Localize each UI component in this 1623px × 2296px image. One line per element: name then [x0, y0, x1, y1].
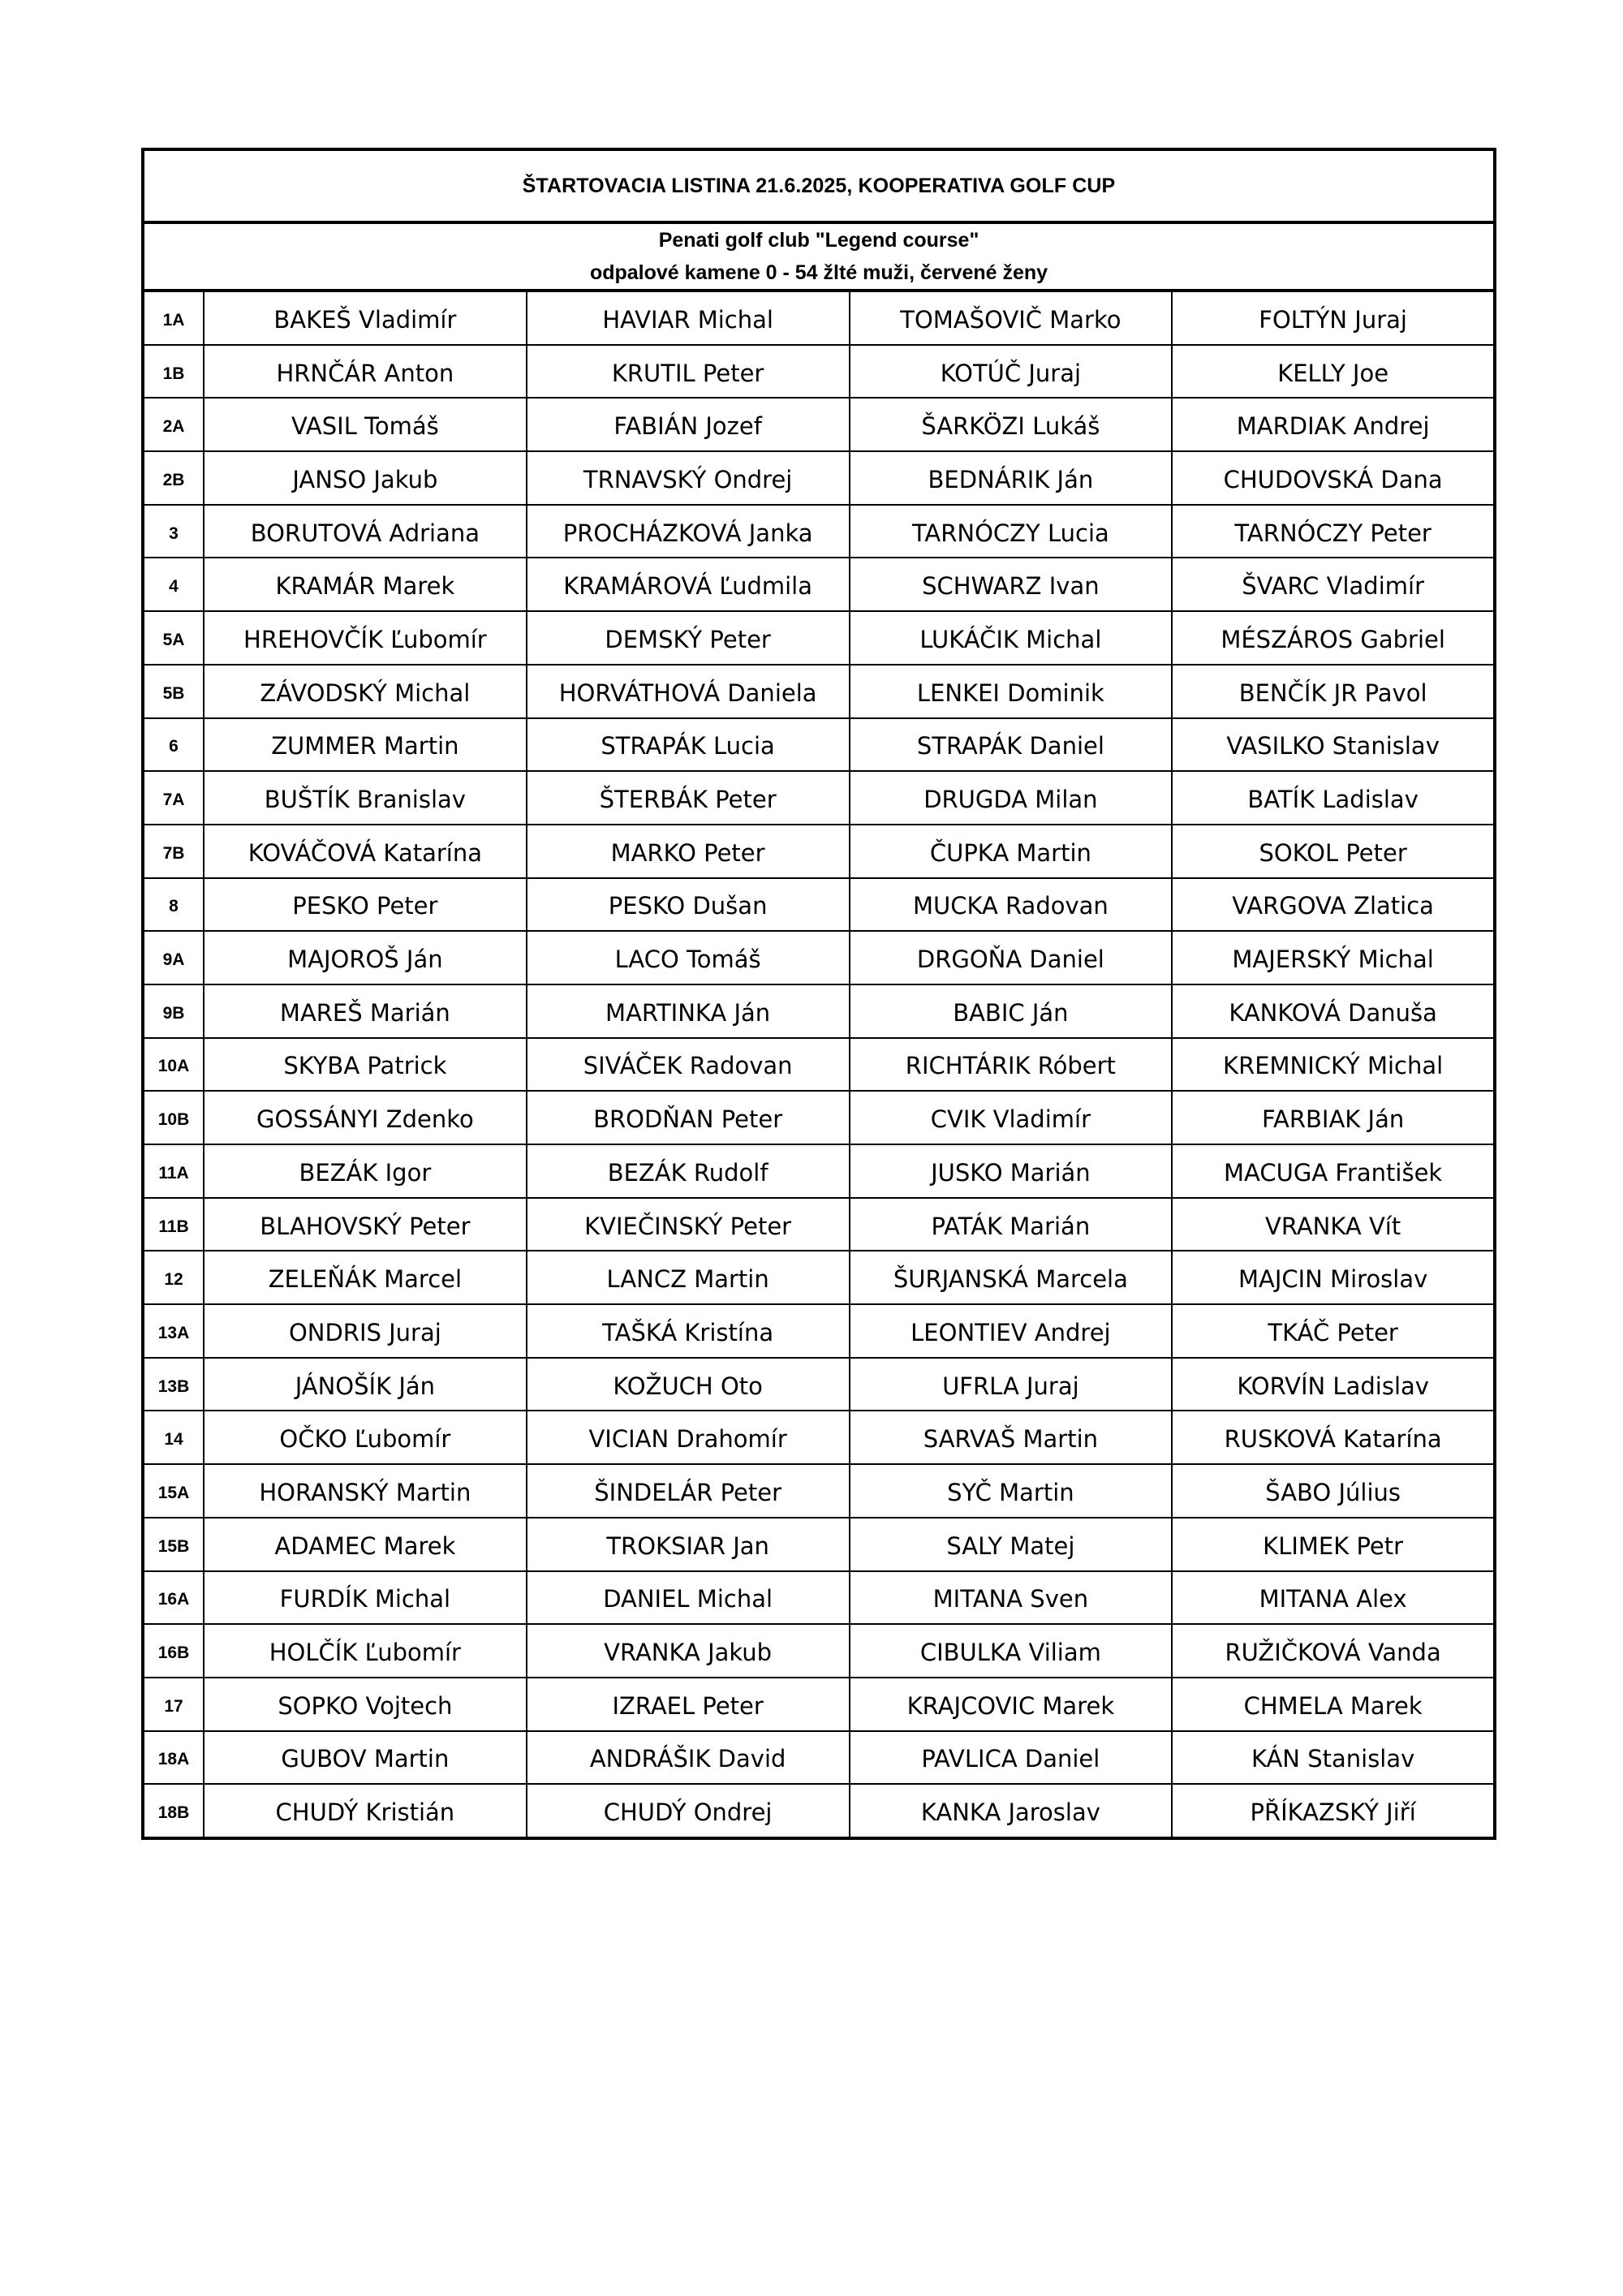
- player-name: PROCHÁZKOVÁ Janka: [527, 505, 850, 558]
- player-name: MUCKA Radovan: [850, 878, 1173, 932]
- course-info: [143, 222, 1495, 291]
- player-name: SOPKO Vojtech: [204, 1678, 527, 1731]
- flight-row: [143, 984, 1495, 1038]
- player-name: LACO Tomáš: [527, 931, 850, 984]
- flight-row: [143, 1518, 1495, 1571]
- player-name: JANSO Jakub: [204, 451, 527, 505]
- flight-row: [143, 1144, 1495, 1198]
- player-name: TOMAŠOVIČ Marko: [850, 291, 1173, 345]
- flight-row: [143, 451, 1495, 505]
- player-name: VASILKO Stanislav: [1172, 718, 1495, 772]
- player-name: KÁN Stanislav: [1172, 1731, 1495, 1785]
- player-name: FARBIAK Ján: [1172, 1091, 1495, 1144]
- player-name: TAŠKÁ Kristína: [527, 1304, 850, 1358]
- player-name: TARNÓCZY Lucia: [850, 505, 1173, 558]
- tee-label: 5A: [143, 611, 204, 665]
- player-name: KRAJCOVIC Marek: [850, 1678, 1173, 1731]
- player-name: RUSKOVÁ Katarína: [1172, 1411, 1495, 1464]
- player-name: BRODŇAN Peter: [527, 1091, 850, 1144]
- tee-label: 11B: [143, 1198, 204, 1251]
- player-name: PATÁK Marián: [850, 1198, 1173, 1251]
- player-name: MÉSZÁROS Gabriel: [1172, 611, 1495, 665]
- flight-row: [143, 1678, 1495, 1731]
- player-name: VARGOVA Zlatica: [1172, 878, 1495, 932]
- flight-row: [143, 1198, 1495, 1251]
- player-name: LUKÁČIK Michal: [850, 611, 1173, 665]
- flight-row: [143, 825, 1495, 878]
- player-name: TARNÓCZY Peter: [1172, 505, 1495, 558]
- player-name: DANIEL Michal: [527, 1571, 850, 1625]
- player-name: BENČÍK JR Pavol: [1172, 665, 1495, 718]
- player-name: ONDRIS Juraj: [204, 1304, 527, 1358]
- flight-row: [143, 505, 1495, 558]
- tee-label: 18A: [143, 1731, 204, 1785]
- tee-label: 1B: [143, 345, 204, 398]
- flight-row: [143, 718, 1495, 772]
- flight-row: [143, 398, 1495, 451]
- tee-label: 15B: [143, 1518, 204, 1571]
- player-name: BEZÁK Rudolf: [527, 1144, 850, 1198]
- player-name: STRAPÁK Daniel: [850, 718, 1173, 772]
- player-name: PESKO Peter: [204, 878, 527, 932]
- tee-label: 5B: [143, 665, 204, 718]
- course-name: Penati golf club "Legend course": [658, 229, 979, 252]
- player-name: VICIAN Drahomír: [527, 1411, 850, 1464]
- player-name: SIVÁČEK Radovan: [527, 1038, 850, 1092]
- title-row: [143, 149, 1495, 222]
- tee-label: 18B: [143, 1784, 204, 1838]
- player-name: KANKA Jaroslav: [850, 1784, 1173, 1838]
- flight-row: [143, 1731, 1495, 1785]
- subtitle-row: [143, 222, 1495, 291]
- player-name: HORANSKÝ Martin: [204, 1464, 527, 1518]
- player-name: KORVÍN Ladislav: [1172, 1358, 1495, 1411]
- tee-label: 9A: [143, 931, 204, 984]
- player-name: HREHOVČÍK Ľubomír: [204, 611, 527, 665]
- player-name: JUSKO Marián: [850, 1144, 1173, 1198]
- player-name: GOSSÁNYI Zdenko: [204, 1091, 527, 1144]
- player-name: ŠTERBÁK Peter: [527, 771, 850, 825]
- player-name: SKYBA Patrick: [204, 1038, 527, 1092]
- player-name: KRAMÁROVÁ Ľudmila: [527, 558, 850, 611]
- player-name: VRANKA Jakub: [527, 1624, 850, 1678]
- tee-label: 16B: [143, 1624, 204, 1678]
- player-name: FURDÍK Michal: [204, 1571, 527, 1625]
- player-name: KREMNICKÝ Michal: [1172, 1038, 1495, 1092]
- flight-row: [143, 771, 1495, 825]
- player-name: RUŽIČKOVÁ Vanda: [1172, 1624, 1495, 1678]
- flight-row: [143, 1358, 1495, 1411]
- player-name: RICHTÁRIK Róbert: [850, 1038, 1173, 1092]
- tee-label: 12: [143, 1251, 204, 1304]
- player-name: SCHWARZ Ivan: [850, 558, 1173, 611]
- player-name: IZRAEL Peter: [527, 1678, 850, 1731]
- tee-label: 1A: [143, 291, 204, 345]
- player-name: MARTINKA Ján: [527, 984, 850, 1038]
- player-name: KELLY Joe: [1172, 345, 1495, 398]
- player-name: ANDRÁŠIK David: [527, 1731, 850, 1785]
- tee-label: 7B: [143, 825, 204, 878]
- player-name: KOŽUCH Oto: [527, 1358, 850, 1411]
- player-name: KRAMÁR Marek: [204, 558, 527, 611]
- tee-label: 2A: [143, 398, 204, 451]
- tee-label: 14: [143, 1411, 204, 1464]
- player-name: TKÁČ Peter: [1172, 1304, 1495, 1358]
- player-name: KRUTIL Peter: [527, 345, 850, 398]
- tee-label: 4: [143, 558, 204, 611]
- player-name: VRANKA Vít: [1172, 1198, 1495, 1251]
- player-name: CVIK Vladimír: [850, 1091, 1173, 1144]
- player-name: MARDIAK Andrej: [1172, 398, 1495, 451]
- tee-label: 6: [143, 718, 204, 772]
- flight-row: [143, 665, 1495, 718]
- flight-row: [143, 1784, 1495, 1838]
- player-name: BAKEŠ Vladimír: [204, 291, 527, 345]
- tee-label: 3: [143, 505, 204, 558]
- flight-row: [143, 1411, 1495, 1464]
- tee-label: 15A: [143, 1464, 204, 1518]
- player-name: ČUPKA Martin: [850, 825, 1173, 878]
- player-name: ZELEŇÁK Marcel: [204, 1251, 527, 1304]
- player-name: MITANA Alex: [1172, 1571, 1495, 1625]
- player-name: ZUMMER Martin: [204, 718, 527, 772]
- player-name: SYČ Martin: [850, 1464, 1173, 1518]
- player-name: DRUGDA Milan: [850, 771, 1173, 825]
- player-name: FABIÁN Jozef: [527, 398, 850, 451]
- player-name: ŠINDELÁR Peter: [527, 1464, 850, 1518]
- player-name: CHMELA Marek: [1172, 1678, 1495, 1731]
- flight-row: [143, 345, 1495, 398]
- flight-row: [143, 931, 1495, 984]
- player-name: HAVIAR Michal: [527, 291, 850, 345]
- flight-row: [143, 1091, 1495, 1144]
- flight-row: [143, 878, 1495, 932]
- player-name: MITANA Sven: [850, 1571, 1173, 1625]
- tee-label: 11A: [143, 1144, 204, 1198]
- player-name: OČKO Ľubomír: [204, 1411, 527, 1464]
- tee-label: 10A: [143, 1038, 204, 1092]
- player-name: CHUDÝ Kristián: [204, 1784, 527, 1838]
- player-name: TROKSIAR Jan: [527, 1518, 850, 1571]
- player-name: UFRLA Juraj: [850, 1358, 1173, 1411]
- player-name: VASIL Tomáš: [204, 398, 527, 451]
- player-name: SOKOL Peter: [1172, 825, 1495, 878]
- flight-row: [143, 1038, 1495, 1092]
- player-name: KOTÚČ Juraj: [850, 345, 1173, 398]
- tee-label: 10B: [143, 1091, 204, 1144]
- player-name: HORVÁTHOVÁ Daniela: [527, 665, 850, 718]
- tee-label: 7A: [143, 771, 204, 825]
- player-name: BORUTOVÁ Adriana: [204, 505, 527, 558]
- player-name: LEONTIEV Andrej: [850, 1304, 1173, 1358]
- player-name: FOLTÝN Juraj: [1172, 291, 1495, 345]
- player-name: GUBOV Martin: [204, 1731, 527, 1785]
- player-name: PESKO Dušan: [527, 878, 850, 932]
- player-name: ŠARKÖZI Lukáš: [850, 398, 1173, 451]
- player-name: PŘÍKAZSKÝ Jiří: [1172, 1784, 1495, 1838]
- player-name: BLAHOVSKÝ Peter: [204, 1198, 527, 1251]
- player-name: CHUDOVSKÁ Dana: [1172, 451, 1495, 505]
- player-name: DEMSKÝ Peter: [527, 611, 850, 665]
- player-name: MAJCIN Miroslav: [1172, 1251, 1495, 1304]
- player-name: PAVLICA Daniel: [850, 1731, 1173, 1785]
- player-name: ZÁVODSKÝ Michal: [204, 665, 527, 718]
- player-name: LANCZ Martin: [527, 1251, 850, 1304]
- player-name: SALY Matej: [850, 1518, 1173, 1571]
- player-name: STRAPÁK Lucia: [527, 718, 850, 772]
- tee-info: odpalové kamene 0 - 54 žlté muži, červené ženy: [589, 261, 1048, 284]
- flight-row: [143, 558, 1495, 611]
- flight-row: [143, 1304, 1495, 1358]
- player-name: MARKO Peter: [527, 825, 850, 878]
- player-name: KOVÁČOVÁ Katarína: [204, 825, 527, 878]
- player-name: BATÍK Ladislav: [1172, 771, 1495, 825]
- player-name: SARVAŠ Martin: [850, 1411, 1173, 1464]
- player-name: ŠURJANSKÁ Marcela: [850, 1251, 1173, 1304]
- player-name: MAREŠ Marián: [204, 984, 527, 1038]
- flight-row: [143, 291, 1495, 345]
- player-name: ŠVARC Vladimír: [1172, 558, 1495, 611]
- flight-row: [143, 611, 1495, 665]
- tee-label: 16A: [143, 1571, 204, 1625]
- player-name: JÁNOŠÍK Ján: [204, 1358, 527, 1411]
- flight-row: [143, 1464, 1495, 1518]
- player-name: MAJERSKÝ Michal: [1172, 931, 1495, 984]
- player-name: KANKOVÁ Danuša: [1172, 984, 1495, 1038]
- tee-label: 17: [143, 1678, 204, 1731]
- player-name: HRNČÁR Anton: [204, 345, 527, 398]
- player-name: TRNAVSKÝ Ondrej: [527, 451, 850, 505]
- player-name: ŠABO Július: [1172, 1464, 1495, 1518]
- player-name: KVIEČINSKÝ Peter: [527, 1198, 850, 1251]
- tee-label: 13B: [143, 1358, 204, 1411]
- tee-label: 8: [143, 878, 204, 932]
- player-name: BEDNÁRIK Ján: [850, 451, 1173, 505]
- player-name: BEZÁK Igor: [204, 1144, 527, 1198]
- flight-row: [143, 1624, 1495, 1678]
- player-name: BABIC Ján: [850, 984, 1173, 1038]
- player-name: BUŠTÍK Branislav: [204, 771, 527, 825]
- player-name: LENKEI Dominik: [850, 665, 1173, 718]
- document-title: ŠTARTOVACIA LISTINA 21.6.2025, KOOPERATIVA GOLF CUP: [143, 149, 1495, 222]
- player-name: DRGOŇA Daniel: [850, 931, 1173, 984]
- start-list-table: [141, 148, 1496, 1840]
- tee-label: 13A: [143, 1304, 204, 1358]
- player-name: ADAMEC Marek: [204, 1518, 527, 1571]
- player-name: KLIMEK Petr: [1172, 1518, 1495, 1571]
- tee-label: 9B: [143, 984, 204, 1038]
- flight-row: [143, 1571, 1495, 1625]
- player-name: MAJOROŠ Ján: [204, 931, 527, 984]
- player-name: HOLČÍK Ľubomír: [204, 1624, 527, 1678]
- player-name: CIBULKA Viliam: [850, 1624, 1173, 1678]
- player-name: MACUGA František: [1172, 1144, 1495, 1198]
- player-name: CHUDÝ Ondrej: [527, 1784, 850, 1838]
- tee-label: 2B: [143, 451, 204, 505]
- flight-row: [143, 1251, 1495, 1304]
